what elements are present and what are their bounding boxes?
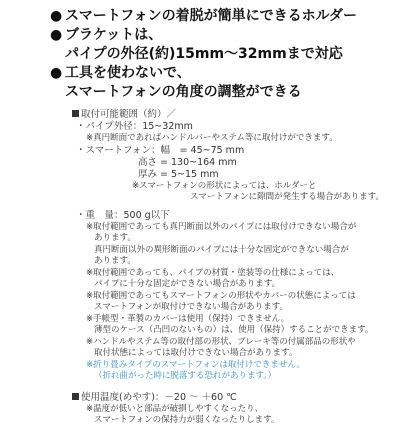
feature-line-4 (50, 63, 390, 82)
phone-note-2: スマートフォンに隙間が発生する場合があります。 (190, 192, 384, 202)
note-line: あります。 (94, 256, 136, 266)
note-line: 薄型のケース（凸凹のないもの）は、使用（保持）することができます。 (94, 325, 374, 335)
feature-text-4: 工具を使わないで、 (65, 65, 191, 81)
note-line: ※ハンドルやステム等の取付部の形状、ブレーキ等の付属部品の形状や (86, 336, 356, 347)
bullet-icon: ● (50, 27, 63, 43)
phone-note-1: ※スマートフォンの形状によっては、ホルダーと (132, 180, 317, 191)
specification-block (72, 109, 390, 427)
bullet-icon: ● (50, 8, 63, 24)
weight-limit: ・重 量：500 g以下 (76, 209, 170, 221)
temperature-note-1: ※温度が低いと部品が破損しやすくなったり、 (86, 403, 264, 414)
note-line: ※取付範囲であっても、パイプの材質・塗装等の仕様によっては、 (86, 267, 340, 278)
feature-text-1: スマートフォンの着脱が簡単にできるホルダー (65, 8, 358, 24)
note-line: パイプに十分な固定ができない場合があります。 (94, 279, 281, 289)
feature-line-1 (50, 6, 390, 25)
feature-text-2: ブラケットは、 (65, 27, 163, 43)
phone-width: ・スマートフォン：幅 = 45~75 mm (76, 144, 245, 156)
mount-range-heading (72, 109, 390, 121)
note-line: あります。 (94, 233, 136, 243)
feature-line-3 (50, 44, 390, 63)
note-line: 真円断面以外の異形断面のパイプには十分な固定ができない場合が (94, 244, 349, 255)
mount-range-title: 取付可能範囲（約）／ (81, 109, 177, 120)
feature-headlines (50, 6, 390, 101)
note-line: 取付状態によっては取付けできない場合があります。 (94, 348, 298, 358)
folding-phone-note-detail: （折れ曲がった時に脱落する恐れがあります。） (94, 371, 277, 381)
phone-depth: 厚み = 5~15 mm (138, 168, 219, 180)
pipe-note: ※真円断面であればハンドルバーやステム等に取付けができます。 (86, 133, 338, 143)
temperature-note-2: スマートフォンの保持力が弱くなったりします。 (94, 415, 280, 425)
note-line: ※取付範囲であってもスマートフォンの形状やカバーの状態によっては (86, 290, 356, 301)
temperature-title: 使用温度(めやす)：－20 ～ ＋60 ℃ (81, 391, 237, 403)
note-line: ※手帳型・革製のカバーは使用（保持）できません。 (86, 313, 290, 324)
feature-text-5: スマートフォンの角度の調整ができる (65, 84, 302, 100)
folding-phone-note: ※折り畳みタイプのスマートフォンは取付けできません。 (86, 359, 305, 370)
note-line: ※取付範囲であっても真円断面以外のパイプには取付けできない場合が (86, 221, 357, 232)
note-line: スマートフォンが取付けできない場合があります。 (94, 302, 288, 312)
square-bullet-icon (72, 110, 79, 117)
phone-height: 高さ = 130~164 mm (138, 156, 237, 168)
feature-text-3: パイプの外径(約)15mm～32mmまで対応 (65, 46, 343, 62)
bullet-icon: ● (50, 65, 63, 81)
feature-line-2 (50, 25, 390, 44)
square-bullet-icon (72, 393, 79, 400)
temperature-heading (72, 392, 390, 404)
pipe-diameter: ・パイプ外径：15~32mm (76, 121, 193, 132)
feature-line-5 (50, 82, 390, 101)
